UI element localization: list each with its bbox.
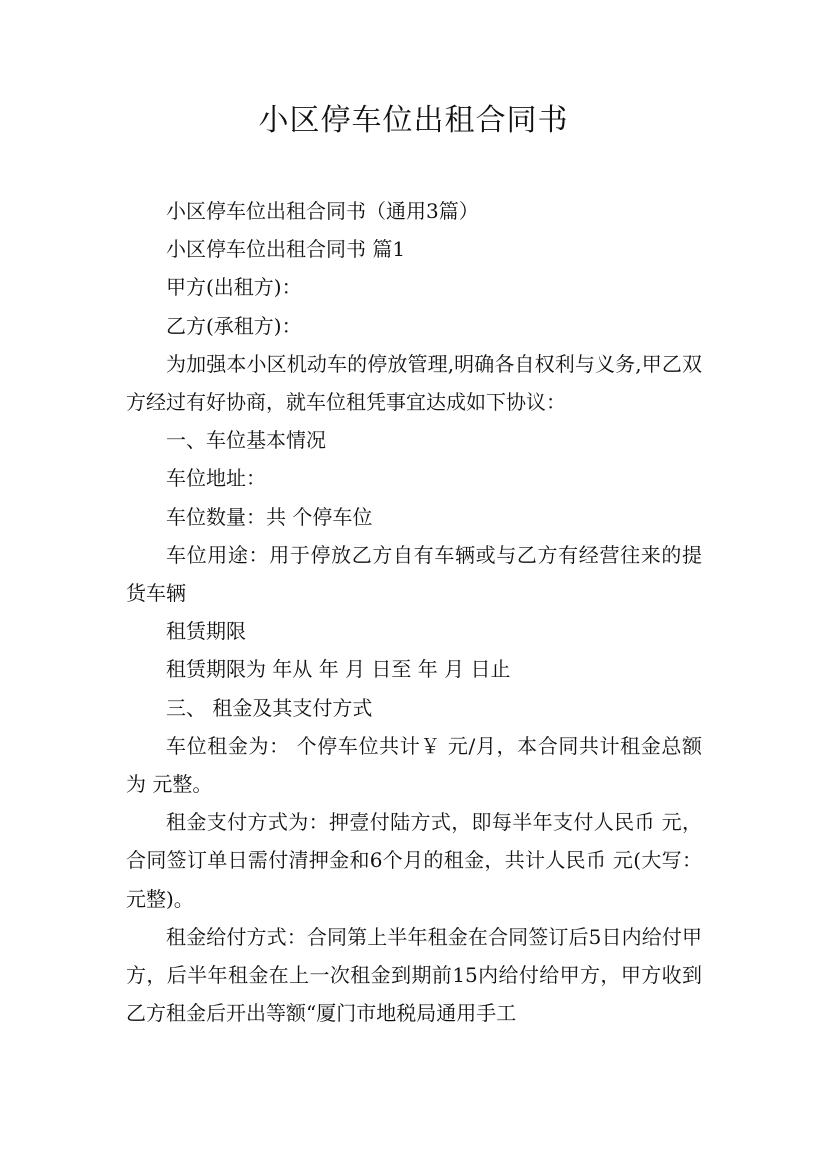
paragraph-payment-method: 租金支付方式为：押壹付陆方式，即每半年支付人民币 元，合同签订单日需付清押金和6个月的租金，共计人民币 元(大写： 元整)。 [126, 810, 702, 911]
paragraph-preamble: 为加强本小区机动车的停放管理,明确各自权利与义务,甲乙双方经过有好协商，就车位租凭事宜达成如下协议： [126, 351, 702, 415]
paragraph-parking-usage: 车位用途：用于停放乙方自有车辆或与乙方有经营往来的提货车辆 [126, 542, 702, 606]
paragraph-party-a: 甲方(出租方)： [166, 275, 302, 300]
document-body [126, 192, 702, 1032]
paragraph-clause-3-heading: 三、 租金及其支付方式 [166, 695, 373, 720]
paragraph-clause-1-heading: 一、车位基本情况 [166, 428, 326, 453]
paragraph-payment-schedule: 租金给付方式：合同第上半年租金在合同签订后5日内给付甲方，后半年租金在上一次租金到期前15内给付给甲方，甲方收到乙方租金后开出等额“厦门市地税局通用手工 [126, 924, 702, 1026]
paragraph-section-title: 小区停车位出租合同书 篇1 [166, 237, 406, 262]
paragraph-lease-term: 租赁期限为 年从 年 月 日至 年 月 日止 [166, 657, 511, 682]
paragraph-rent-amount: 车位租金为： 个停车位共计￥ 元/月，本合同共计租金总额为 元整。 [126, 733, 702, 797]
paragraph-lease-term-heading: 租赁期限 [166, 619, 246, 644]
document-title: 小区停车位出租合同书 [258, 103, 569, 138]
paragraph-parking-address: 车位地址： [166, 466, 266, 491]
paragraph-heading: 小区停车位出租合同书（通用3篇） [166, 199, 479, 223]
paragraph-parking-count: 车位数量：共 个停车位 [166, 504, 373, 529]
paragraph-party-b: 乙方(承租方)： [166, 313, 302, 338]
